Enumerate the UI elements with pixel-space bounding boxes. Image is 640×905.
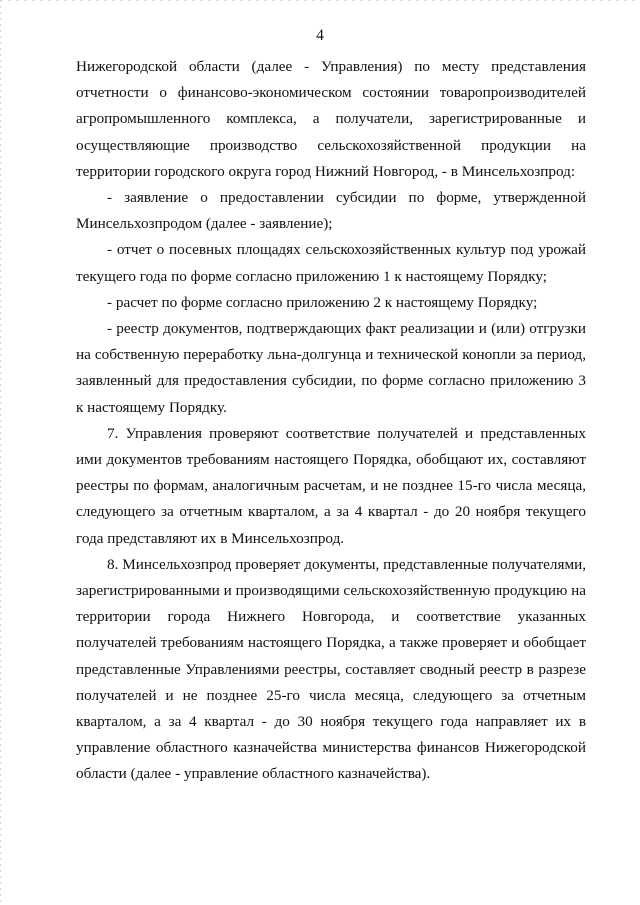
- list-item-document-registry: - реестр документов, подтверждающих факт реализации и (или) отгрузки на собственную переработку льна-долгунца и технической конопли за период, заявленный для предоставления субсидии, по форме согласно приложению 3 к настоящему Порядку.: [76, 320, 586, 416]
- page-number: 4: [316, 27, 324, 44]
- scan-border-top: [0, 0, 640, 1]
- list-item-calculation: - расчет по форме согласно приложению 2 к настоящему Порядку;: [107, 293, 538, 311]
- clause-7: 7. Управления проверяют соответствие получателей и представленных ими документов требованиям настоящего Порядка, обобщают их, составляют реестры по формам, аналогичным расчетам, и не позднее 15-го числа месяца, следующего за отчетным кварталом, а за 4 квартал - до 20 ноября текущего года представляют их в Минсельхозпрод.: [76, 424, 586, 547]
- scan-border-left: [0, 0, 1, 905]
- list-item-sown-area-report: - отчет о посевных площадях сельскохозяйственных культур под урожай текущего года по форме согласно приложению 1 к настоящему Порядку;: [76, 241, 586, 285]
- clause-8: 8. Минсельхозпрод проверяет документы, представленные получателями, зарегистрированными и производящими сельскохозяйственную продукцию на территории города Нижнего Новгорода, и соответствие указанных получателей требованиям настоящего Порядка, а также проверяет и обобщает представленные Управлениями реестры, составляет сводный реестр в разрезе получателей и не позднее 25-го числа месяца, следующего за отчетным кварталом, а за 4 квартал - до 30 ноября текущего года направляет их в управление областного казначейства министерства финансов Нижегородской области (далее - управление областного казначейства).: [76, 555, 586, 783]
- document-body: [76, 54, 586, 788]
- paragraph-continuation: Нижегородской области (далее - Управления) по месту представления отчетности о финансово-экономическом состоянии товаропроизводителей агропромышленного комплекса, а получатели, зарегистрированные и осуществляющие производство сельскохозяйственной продукции на территории городского округа город Нижний Новгород, - в Минсельхозпрод:: [76, 58, 586, 180]
- list-item-application: - заявление о предоставлении субсидии по форме, утвержденной Минсельхозпродом (далее - заявление);: [76, 189, 586, 233]
